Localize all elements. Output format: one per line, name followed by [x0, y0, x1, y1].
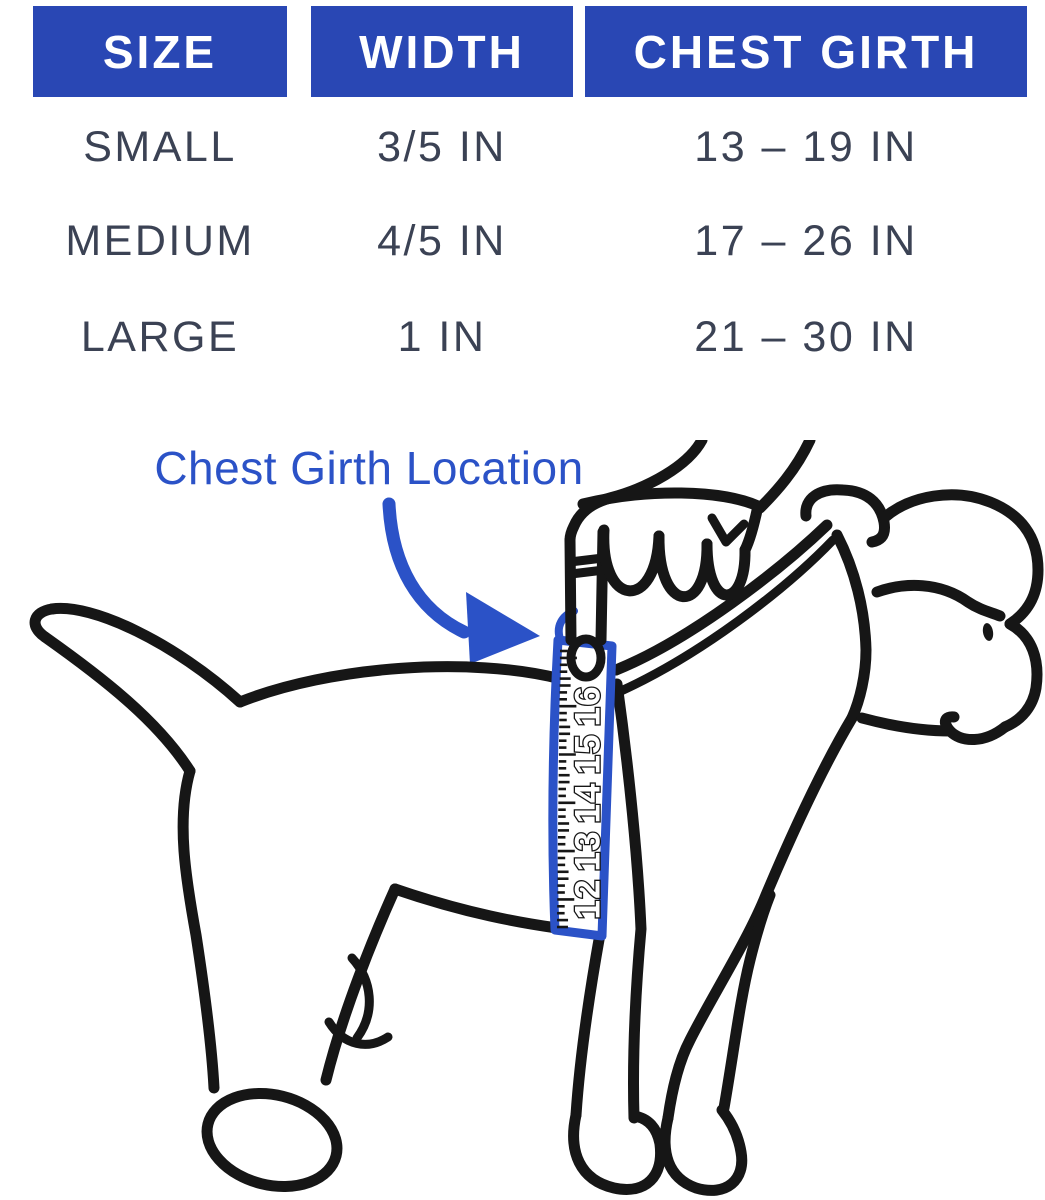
dog-face-edge [1005, 624, 1037, 727]
hind-paw [197, 1080, 347, 1199]
dog-eye [982, 622, 995, 641]
dog-tail [52, 608, 240, 702]
tape-number: 14 [568, 782, 608, 824]
arrow-shaft [389, 504, 464, 632]
arm-right-edge [760, 440, 810, 508]
header-width [311, 6, 573, 97]
tape-number: 12 [568, 878, 608, 920]
index-finger [570, 540, 571, 640]
tape-number: 13 [568, 830, 608, 872]
dog-measurement-illustration [0, 440, 1045, 1200]
header-width-label: WIDTH [359, 25, 525, 78]
hind-leg-back-edge [326, 889, 395, 1080]
table-row [0, 216, 1045, 266]
chest-girth-location-label: Chest Girth Location [154, 442, 584, 494]
header-size-label: SIZE [102, 25, 218, 78]
arrow-head [466, 592, 540, 664]
finger-fold [712, 518, 744, 542]
header-chest-girth-label: CHEST GIRTH [633, 25, 979, 78]
table-row [0, 122, 1045, 172]
dog-outline [35, 490, 1038, 1200]
hand-side [745, 506, 758, 550]
front-paw-far [665, 1110, 742, 1190]
row-small-chest: 13 – 19 IN [694, 123, 918, 171]
row-large-size: LARGE [80, 313, 240, 361]
dog-jaw [862, 718, 950, 731]
row-small-size: SMALL [83, 123, 237, 171]
dog-throat [837, 535, 866, 718]
row-large-width: 1 IN [397, 313, 487, 361]
finger-ring [570, 558, 603, 562]
human-hand [570, 440, 810, 677]
tape-number: 15 [568, 733, 608, 775]
row-small-width: 3/5 IN [377, 123, 507, 171]
finger-ring [571, 570, 604, 574]
front-leg-near-front-edge [576, 934, 600, 1115]
header-chest-girth [585, 6, 1027, 97]
curled-finger [707, 544, 745, 595]
table-row [0, 312, 1045, 362]
row-medium-width: 4/5 IN [377, 217, 507, 265]
dog-ear [884, 495, 1038, 624]
dog-ear-inner-line [877, 585, 1000, 616]
front-paw-near [574, 1115, 661, 1189]
row-large-chest: 21 – 30 IN [694, 313, 918, 361]
dog-back [240, 667, 561, 702]
hind-leg-front-edge [183, 771, 214, 1088]
dog-belly [395, 889, 557, 928]
tape-number: 16 [568, 685, 608, 727]
row-medium-size: MEDIUM [65, 217, 255, 265]
curled-finger [604, 530, 659, 591]
row-medium-chest: 17 – 26 IN [694, 217, 918, 265]
annotation-arrow-icon [389, 504, 540, 664]
hand-back [583, 493, 758, 506]
curled-finger [659, 536, 707, 597]
dog-tail [45, 637, 190, 771]
header-size [33, 6, 287, 97]
front-leg-near-back-edge [617, 684, 641, 1118]
